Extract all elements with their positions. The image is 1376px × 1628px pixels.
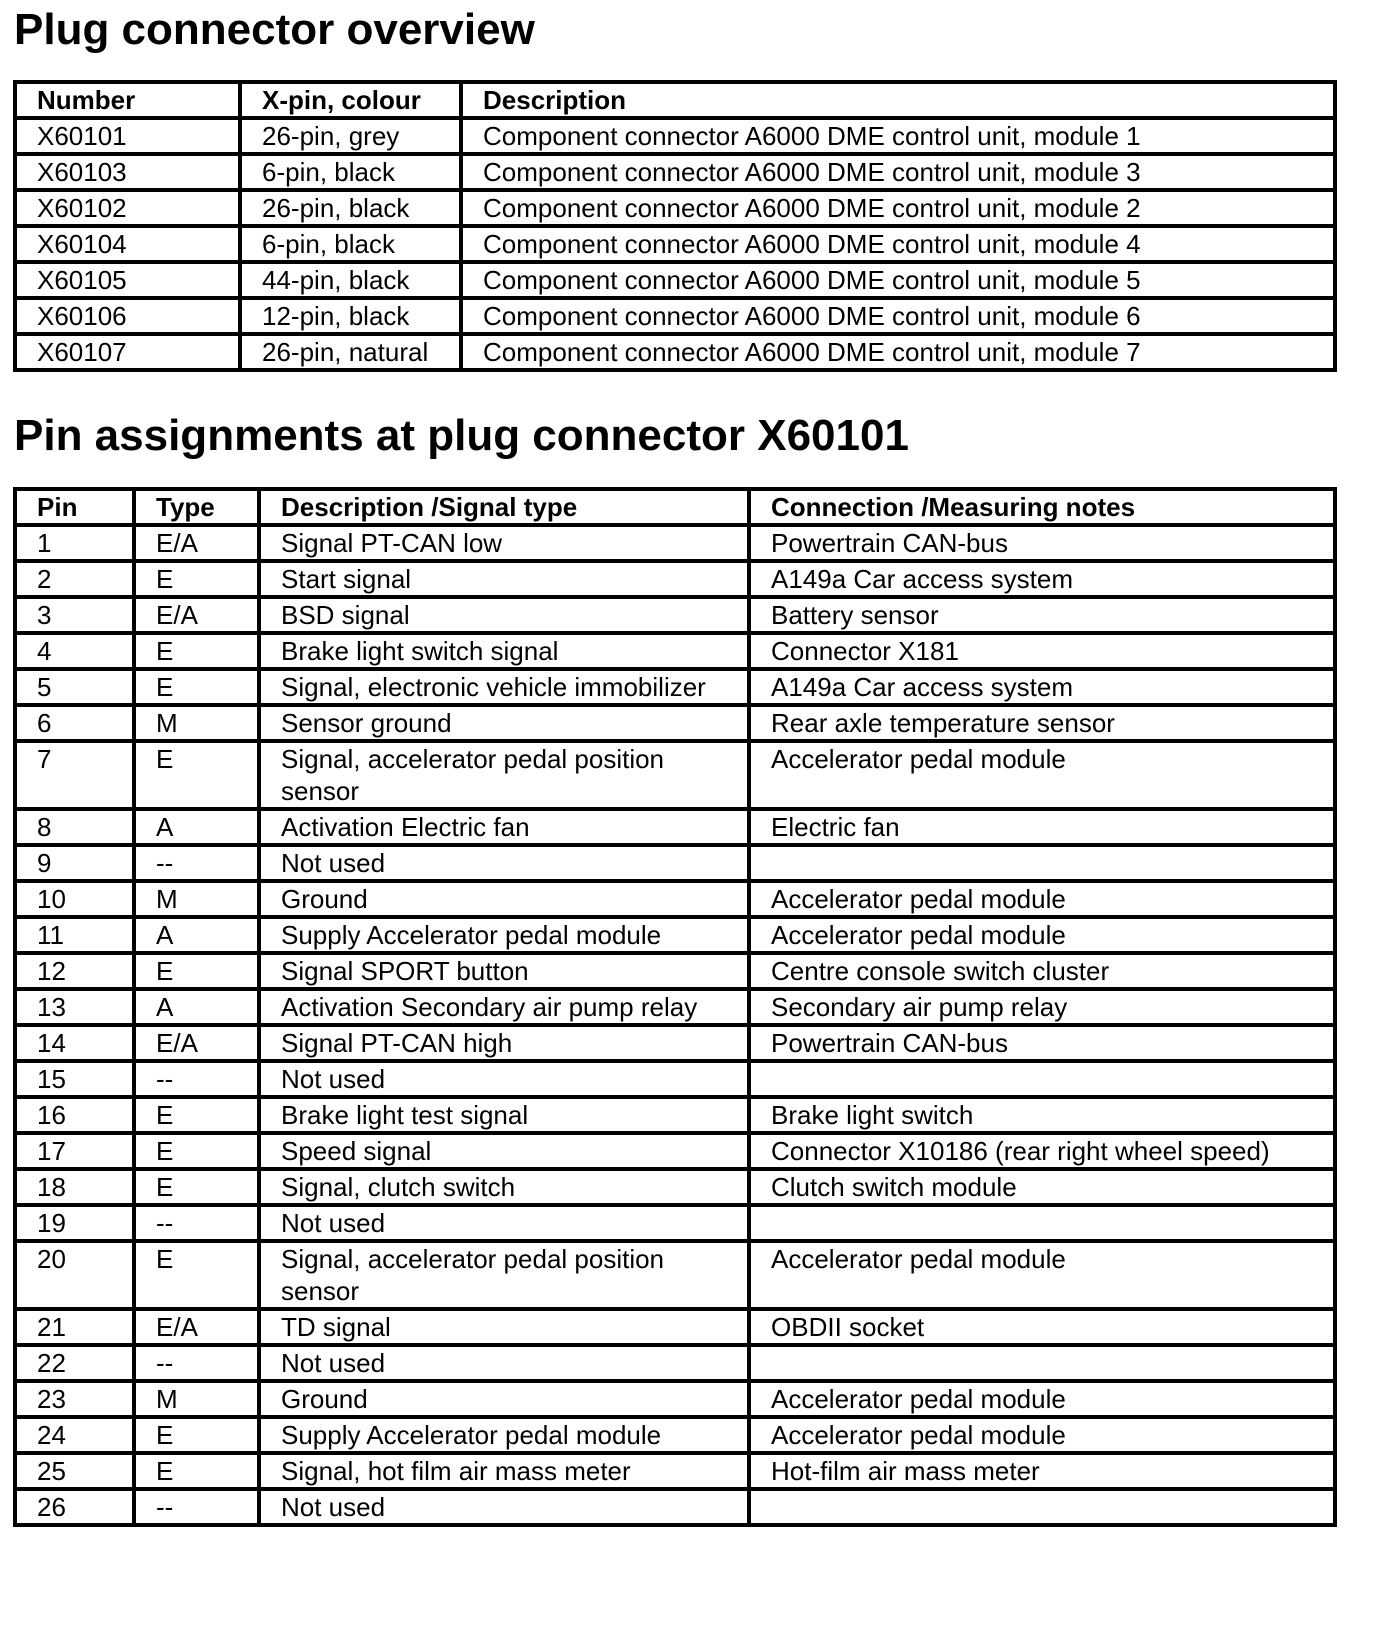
overview-header-description: Description bbox=[461, 82, 1335, 118]
pin-cell-connection: Accelerator pedal module bbox=[749, 881, 1335, 917]
pins-header-row bbox=[15, 489, 1335, 525]
pin-cell-description: Ground bbox=[259, 881, 749, 917]
overview-row bbox=[15, 334, 1335, 370]
pin-cell-type: E bbox=[134, 1453, 259, 1489]
pin-cell-type: E bbox=[134, 1169, 259, 1205]
pin-row bbox=[15, 1061, 1335, 1097]
pin-row bbox=[15, 1309, 1335, 1345]
pin-cell-connection: Powertrain CAN-bus bbox=[749, 1025, 1335, 1061]
pin-row bbox=[15, 881, 1335, 917]
pin-cell-type: E bbox=[134, 1417, 259, 1453]
pin-cell-connection: OBDII socket bbox=[749, 1309, 1335, 1345]
pin-cell-connection bbox=[749, 1205, 1335, 1241]
pin-cell-number: 14 bbox=[15, 1025, 134, 1061]
overview-cell-number: X60104 bbox=[15, 226, 240, 262]
pin-cell-type: A bbox=[134, 989, 259, 1025]
pin-cell-connection: Hot-film air mass meter bbox=[749, 1453, 1335, 1489]
pin-cell-number: 26 bbox=[15, 1489, 134, 1525]
pin-cell-type: -- bbox=[134, 1345, 259, 1381]
pin-row bbox=[15, 741, 1335, 809]
pin-cell-description: Signal, accelerator pedal position sensor bbox=[259, 1241, 749, 1309]
pin-cell-number: 10 bbox=[15, 881, 134, 917]
pin-cell-description: Brake light switch signal bbox=[259, 633, 749, 669]
overview-row bbox=[15, 226, 1335, 262]
overview-header-number: Number bbox=[15, 82, 240, 118]
pin-cell-connection: Centre console switch cluster bbox=[749, 953, 1335, 989]
pin-cell-type: M bbox=[134, 881, 259, 917]
pin-cell-number: 7 bbox=[15, 741, 134, 809]
pin-cell-connection: Connector X181 bbox=[749, 633, 1335, 669]
pin-row bbox=[15, 525, 1335, 561]
pin-row bbox=[15, 1417, 1335, 1453]
overview-cell-xpin: 26-pin, grey bbox=[240, 118, 461, 154]
pin-cell-number: 17 bbox=[15, 1133, 134, 1169]
pin-cell-number: 23 bbox=[15, 1381, 134, 1417]
pin-cell-number: 11 bbox=[15, 917, 134, 953]
pin-cell-description: Signal PT-CAN low bbox=[259, 525, 749, 561]
overview-cell-xpin: 44-pin, black bbox=[240, 262, 461, 298]
pin-row bbox=[15, 1169, 1335, 1205]
pin-cell-connection: Electric fan bbox=[749, 809, 1335, 845]
pin-cell-description: Signal, accelerator pedal position sensor bbox=[259, 741, 749, 809]
pin-cell-number: 3 bbox=[15, 597, 134, 633]
overview-row bbox=[15, 118, 1335, 154]
connector-overview-table bbox=[13, 80, 1337, 372]
pin-cell-type: E bbox=[134, 1241, 259, 1309]
pin-cell-number: 15 bbox=[15, 1061, 134, 1097]
pin-row bbox=[15, 953, 1335, 989]
pin-cell-connection: Rear axle temperature sensor bbox=[749, 705, 1335, 741]
pin-cell-connection: Accelerator pedal module bbox=[749, 741, 1335, 809]
pin-cell-description: Signal, hot film air mass meter bbox=[259, 1453, 749, 1489]
pin-cell-type: E bbox=[134, 953, 259, 989]
overview-cell-xpin: 6-pin, black bbox=[240, 226, 461, 262]
pin-cell-connection: A149a Car access system bbox=[749, 669, 1335, 705]
pin-cell-number: 22 bbox=[15, 1345, 134, 1381]
pin-cell-description: Speed signal bbox=[259, 1133, 749, 1169]
overview-cell-number: X60107 bbox=[15, 334, 240, 370]
overview-cell-description: Component connector A6000 DME control unit, module 1 bbox=[461, 118, 1335, 154]
pin-cell-number: 9 bbox=[15, 845, 134, 881]
pin-row bbox=[15, 1097, 1335, 1133]
pin-row bbox=[15, 845, 1335, 881]
pin-cell-type: E/A bbox=[134, 1309, 259, 1345]
pin-cell-number: 13 bbox=[15, 989, 134, 1025]
pin-cell-description: Not used bbox=[259, 1205, 749, 1241]
pin-row bbox=[15, 597, 1335, 633]
overview-cell-number: X60102 bbox=[15, 190, 240, 226]
overview-cell-xpin: 26-pin, black bbox=[240, 190, 461, 226]
pin-cell-type: -- bbox=[134, 1489, 259, 1525]
pins-title: Pin assignments at plug connector X60101 bbox=[14, 411, 909, 460]
pin-row bbox=[15, 1345, 1335, 1381]
pin-cell-type: -- bbox=[134, 845, 259, 881]
overview-cell-description: Component connector A6000 DME control unit, module 7 bbox=[461, 334, 1335, 370]
pin-row bbox=[15, 669, 1335, 705]
pin-cell-type: E/A bbox=[134, 597, 259, 633]
overview-row bbox=[15, 190, 1335, 226]
pin-cell-connection bbox=[749, 1345, 1335, 1381]
pin-cell-description: Brake light test signal bbox=[259, 1097, 749, 1133]
pin-cell-number: 16 bbox=[15, 1097, 134, 1133]
pin-cell-connection: Accelerator pedal module bbox=[749, 1381, 1335, 1417]
overview-cell-number: X60106 bbox=[15, 298, 240, 334]
overview-cell-xpin: 6-pin, black bbox=[240, 154, 461, 190]
pin-cell-type: E bbox=[134, 741, 259, 809]
pin-cell-connection bbox=[749, 1061, 1335, 1097]
pin-cell-number: 8 bbox=[15, 809, 134, 845]
pin-cell-type: E bbox=[134, 633, 259, 669]
pin-cell-number: 1 bbox=[15, 525, 134, 561]
overview-cell-description: Component connector A6000 DME control unit, module 3 bbox=[461, 154, 1335, 190]
pin-cell-connection: Secondary air pump relay bbox=[749, 989, 1335, 1025]
pin-row bbox=[15, 917, 1335, 953]
pin-cell-connection: Connector X10186 (rear right wheel speed) bbox=[749, 1133, 1335, 1169]
pin-assignments-table bbox=[13, 487, 1337, 1527]
pin-cell-type: E bbox=[134, 1133, 259, 1169]
overview-row bbox=[15, 154, 1335, 190]
pin-cell-connection: A149a Car access system bbox=[749, 561, 1335, 597]
pin-cell-number: 21 bbox=[15, 1309, 134, 1345]
pin-cell-type: E/A bbox=[134, 1025, 259, 1061]
pin-cell-description: Signal PT-CAN high bbox=[259, 1025, 749, 1061]
pin-cell-number: 25 bbox=[15, 1453, 134, 1489]
pin-cell-description: Activation Secondary air pump relay bbox=[259, 989, 749, 1025]
pin-cell-connection: Accelerator pedal module bbox=[749, 1241, 1335, 1309]
pin-cell-type: E/A bbox=[134, 525, 259, 561]
pin-cell-number: 20 bbox=[15, 1241, 134, 1309]
overview-header-xpin: X-pin, colour bbox=[240, 82, 461, 118]
pin-cell-description: Not used bbox=[259, 1061, 749, 1097]
overview-cell-description: Component connector A6000 DME control unit, module 4 bbox=[461, 226, 1335, 262]
pin-row bbox=[15, 989, 1335, 1025]
pin-cell-number: 2 bbox=[15, 561, 134, 597]
pin-cell-description: Not used bbox=[259, 1345, 749, 1381]
pin-cell-number: 5 bbox=[15, 669, 134, 705]
pin-cell-description: Signal, electronic vehicle immobilizer bbox=[259, 669, 749, 705]
pin-cell-number: 19 bbox=[15, 1205, 134, 1241]
pin-cell-description: TD signal bbox=[259, 1309, 749, 1345]
pin-cell-type: -- bbox=[134, 1061, 259, 1097]
pins-header-type: Type bbox=[134, 489, 259, 525]
overview-row bbox=[15, 262, 1335, 298]
pin-cell-description: BSD signal bbox=[259, 597, 749, 633]
pin-cell-connection: Clutch switch module bbox=[749, 1169, 1335, 1205]
pin-cell-connection: Powertrain CAN-bus bbox=[749, 525, 1335, 561]
overview-header-row bbox=[15, 82, 1335, 118]
overview-cell-number: X60105 bbox=[15, 262, 240, 298]
pin-cell-description: Not used bbox=[259, 845, 749, 881]
overview-cell-description: Component connector A6000 DME control unit, module 6 bbox=[461, 298, 1335, 334]
pin-row bbox=[15, 1453, 1335, 1489]
overview-title: Plug connector overview bbox=[14, 5, 535, 54]
pin-cell-type: E bbox=[134, 669, 259, 705]
pin-cell-description: Not used bbox=[259, 1489, 749, 1525]
overview-cell-description: Component connector A6000 DME control unit, module 5 bbox=[461, 262, 1335, 298]
pin-cell-description: Ground bbox=[259, 1381, 749, 1417]
overview-cell-number: X60101 bbox=[15, 118, 240, 154]
overview-cell-description: Component connector A6000 DME control unit, module 2 bbox=[461, 190, 1335, 226]
pin-cell-description: Sensor ground bbox=[259, 705, 749, 741]
pin-cell-type: A bbox=[134, 809, 259, 845]
pin-cell-type: M bbox=[134, 705, 259, 741]
pin-cell-type: -- bbox=[134, 1205, 259, 1241]
pin-cell-type: E bbox=[134, 561, 259, 597]
pin-cell-description: Activation Electric fan bbox=[259, 809, 749, 845]
pin-row bbox=[15, 1381, 1335, 1417]
pin-row bbox=[15, 561, 1335, 597]
pin-cell-description: Start signal bbox=[259, 561, 749, 597]
pin-cell-connection: Battery sensor bbox=[749, 597, 1335, 633]
pin-cell-number: 4 bbox=[15, 633, 134, 669]
pin-cell-description: Signal SPORT button bbox=[259, 953, 749, 989]
pin-cell-number: 18 bbox=[15, 1169, 134, 1205]
pin-cell-connection bbox=[749, 1489, 1335, 1525]
pin-row bbox=[15, 1025, 1335, 1061]
overview-cell-number: X60103 bbox=[15, 154, 240, 190]
pin-cell-description: Signal, clutch switch bbox=[259, 1169, 749, 1205]
overview-cell-xpin: 26-pin, natural bbox=[240, 334, 461, 370]
pins-header-connection: Connection /Measuring notes bbox=[749, 489, 1335, 525]
pin-cell-connection: Accelerator pedal module bbox=[749, 917, 1335, 953]
pin-cell-connection: Brake light switch bbox=[749, 1097, 1335, 1133]
pin-cell-description: Supply Accelerator pedal module bbox=[259, 1417, 749, 1453]
pin-row bbox=[15, 1205, 1335, 1241]
pin-cell-type: A bbox=[134, 917, 259, 953]
pin-cell-description: Supply Accelerator pedal module bbox=[259, 917, 749, 953]
overview-row bbox=[15, 298, 1335, 334]
pin-cell-number: 24 bbox=[15, 1417, 134, 1453]
pins-header-description: Description /Signal type bbox=[259, 489, 749, 525]
pin-row bbox=[15, 705, 1335, 741]
pin-row bbox=[15, 1133, 1335, 1169]
pin-cell-number: 12 bbox=[15, 953, 134, 989]
overview-cell-xpin: 12-pin, black bbox=[240, 298, 461, 334]
pin-cell-type: M bbox=[134, 1381, 259, 1417]
pin-row bbox=[15, 633, 1335, 669]
pin-cell-connection bbox=[749, 845, 1335, 881]
pin-row bbox=[15, 1489, 1335, 1525]
pin-cell-number: 6 bbox=[15, 705, 134, 741]
pins-header-pin: Pin bbox=[15, 489, 134, 525]
pin-cell-connection: Accelerator pedal module bbox=[749, 1417, 1335, 1453]
pin-row bbox=[15, 1241, 1335, 1309]
pin-row bbox=[15, 809, 1335, 845]
pin-cell-type: E bbox=[134, 1097, 259, 1133]
